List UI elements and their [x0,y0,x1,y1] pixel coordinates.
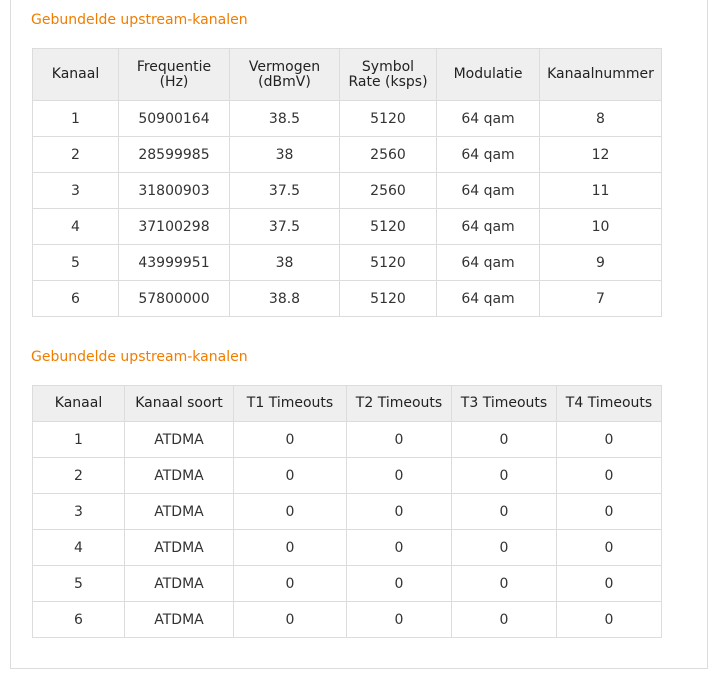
cell-t2-timeouts: 0 [347,458,452,494]
cell-kanaal-soort: ATDMA [125,422,234,458]
cell-t3-timeouts: 0 [452,602,557,638]
cell-t2-timeouts: 0 [347,422,452,458]
header-symbol-rate: Symbol Rate (ksps) [340,49,437,101]
cell-t1-timeouts: 0 [234,458,347,494]
header-frequentie: Frequentie (Hz) [119,49,230,101]
channel-info-panel [10,0,708,669]
table-row [33,530,662,566]
bonded-channels-table-2 [32,385,662,638]
header-modulatie: Modulatie [437,49,540,101]
cell-kanaal: 1 [33,101,119,137]
cell-t4-timeouts: 0 [557,602,662,638]
cell-vermogen: 37.5 [230,209,340,245]
table-row [33,137,662,173]
section-title-bonded-channels-1: Gebundelde upstream-kanalen [31,12,248,28]
cell-t1-timeouts: 0 [234,602,347,638]
bonded-channels-table-1 [32,48,662,317]
table-row [33,494,662,530]
cell-kanaal: 3 [33,173,119,209]
cell-t3-timeouts: 0 [452,422,557,458]
header-t2-timeouts: T2 Timeouts [347,386,452,422]
cell-kanaal: 5 [33,566,125,602]
header-kanaal-soort: Kanaal soort [125,386,234,422]
table-row [33,101,662,137]
cell-t3-timeouts: 0 [452,458,557,494]
header-vermogen: Vermogen (dBmV) [230,49,340,101]
cell-t2-timeouts: 0 [347,494,452,530]
cell-modulatie: 64 qam [437,245,540,281]
cell-t1-timeouts: 0 [234,494,347,530]
table-row [33,173,662,209]
cell-kanaal: 6 [33,602,125,638]
cell-kanaal: 4 [33,530,125,566]
cell-t4-timeouts: 0 [557,566,662,602]
cell-symbol-rate: 5120 [340,209,437,245]
table-row [33,458,662,494]
cell-kanaalnummer: 11 [540,173,662,209]
cell-frequentie: 37100298 [119,209,230,245]
cell-modulatie: 64 qam [437,137,540,173]
cell-kanaal-soort: ATDMA [125,566,234,602]
header-t4-timeouts: T4 Timeouts [557,386,662,422]
table-row [33,422,662,458]
cell-kanaal: 5 [33,245,119,281]
table-row [33,602,662,638]
header-kanaalnummer: Kanaalnummer [540,49,662,101]
cell-kanaalnummer: 7 [540,281,662,317]
cell-frequentie: 43999951 [119,245,230,281]
cell-t4-timeouts: 0 [557,530,662,566]
cell-t2-timeouts: 0 [347,602,452,638]
cell-t3-timeouts: 0 [452,566,557,602]
cell-t4-timeouts: 0 [557,458,662,494]
cell-symbol-rate: 5120 [340,281,437,317]
cell-kanaal: 3 [33,494,125,530]
cell-t1-timeouts: 0 [234,422,347,458]
cell-kanaal: 2 [33,458,125,494]
cell-kanaal-soort: ATDMA [125,602,234,638]
cell-kanaal-soort: ATDMA [125,458,234,494]
cell-t3-timeouts: 0 [452,494,557,530]
cell-symbol-rate: 2560 [340,173,437,209]
table-row [33,281,662,317]
cell-modulatie: 64 qam [437,173,540,209]
cell-symbol-rate: 5120 [340,245,437,281]
cell-vermogen: 37.5 [230,173,340,209]
cell-t2-timeouts: 0 [347,566,452,602]
cell-t1-timeouts: 0 [234,530,347,566]
cell-kanaalnummer: 12 [540,137,662,173]
header-kanaal: Kanaal [33,386,125,422]
header-t3-timeouts: T3 Timeouts [452,386,557,422]
cell-kanaal: 2 [33,137,119,173]
header-t1-timeouts: T1 Timeouts [234,386,347,422]
cell-t3-timeouts: 0 [452,530,557,566]
cell-kanaalnummer: 10 [540,209,662,245]
cell-vermogen: 38.8 [230,281,340,317]
cell-frequentie: 50900164 [119,101,230,137]
cell-t2-timeouts: 0 [347,530,452,566]
cell-kanaal: 4 [33,209,119,245]
table-header-row [33,49,662,101]
cell-modulatie: 64 qam [437,101,540,137]
cell-vermogen: 38 [230,137,340,173]
table-header-row [33,386,662,422]
header-kanaal: Kanaal [33,49,119,101]
cell-vermogen: 38.5 [230,101,340,137]
table-row [33,566,662,602]
table-row [33,245,662,281]
cell-modulatie: 64 qam [437,209,540,245]
cell-kanaalnummer: 8 [540,101,662,137]
cell-t1-timeouts: 0 [234,566,347,602]
cell-modulatie: 64 qam [437,281,540,317]
cell-vermogen: 38 [230,245,340,281]
cell-kanaal-soort: ATDMA [125,494,234,530]
cell-symbol-rate: 2560 [340,137,437,173]
cell-frequentie: 28599985 [119,137,230,173]
cell-kanaalnummer: 9 [540,245,662,281]
section-title-bonded-channels-2: Gebundelde upstream-kanalen [31,349,248,365]
table-row [33,209,662,245]
cell-kanaal: 1 [33,422,125,458]
cell-t4-timeouts: 0 [557,422,662,458]
cell-frequentie: 57800000 [119,281,230,317]
cell-symbol-rate: 5120 [340,101,437,137]
cell-kanaal-soort: ATDMA [125,530,234,566]
cell-kanaal: 6 [33,281,119,317]
cell-frequentie: 31800903 [119,173,230,209]
cell-t4-timeouts: 0 [557,494,662,530]
